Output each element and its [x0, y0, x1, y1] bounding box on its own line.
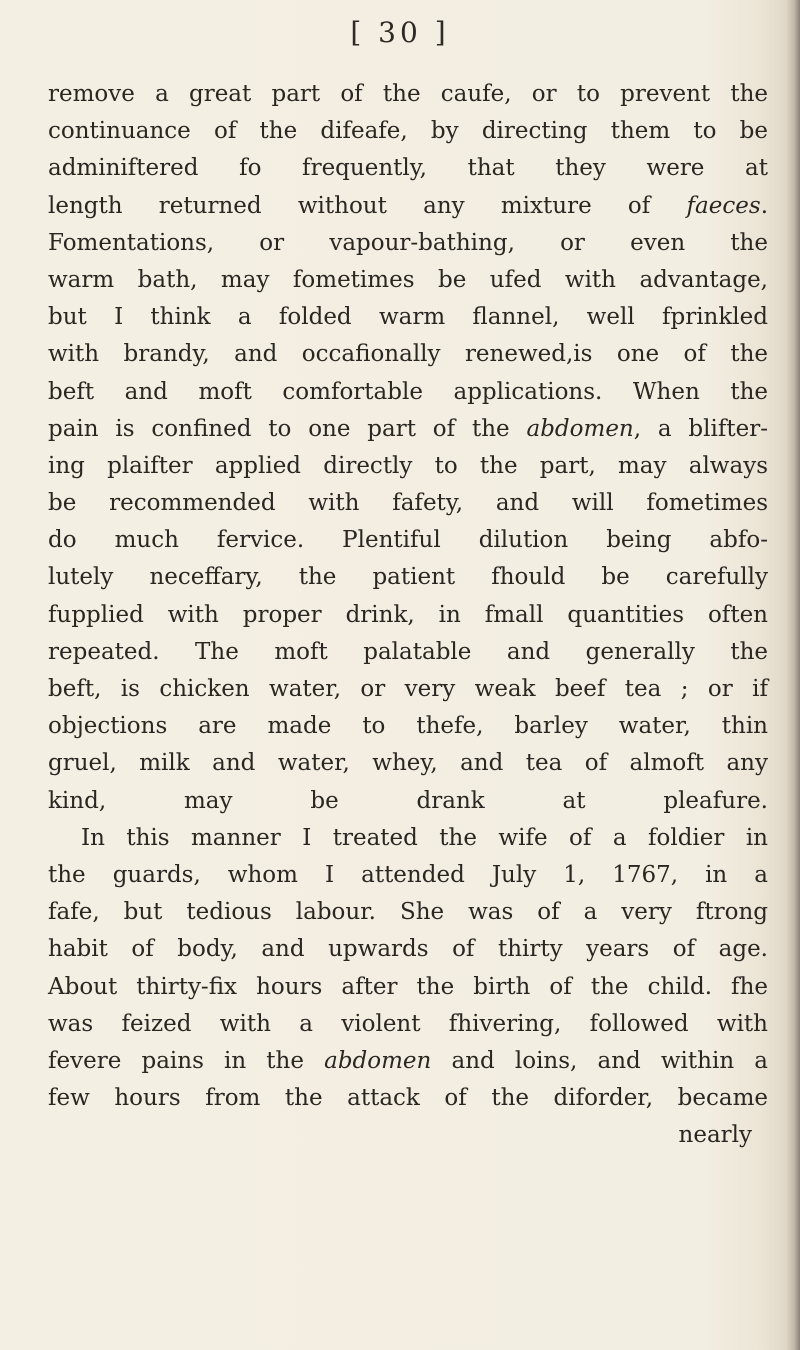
text-line [48, 262, 768, 299]
italic-term: faeces [686, 192, 761, 219]
text-line [48, 969, 768, 1006]
text-line [48, 597, 768, 634]
page-edge-shadow [786, 0, 800, 1350]
text-line [48, 745, 768, 782]
line-text: do much fervice. Plentiful dilution being abfo- [48, 527, 768, 554]
line-text: objections are made to thefe, barley water, thin [48, 713, 768, 740]
line-text: beft, is chicken water, or very weak beef tea ; or if [48, 676, 768, 702]
text-line [48, 299, 768, 336]
text-line [48, 671, 768, 708]
text-line [48, 783, 768, 820]
line-text: remove a great part of the caufe, or to prevent the [48, 81, 768, 107]
text-line [48, 522, 768, 559]
text-line [48, 411, 768, 448]
text-line [48, 150, 768, 187]
text-line [48, 634, 768, 671]
line-text: Fomentations, or vapour-bathing, or even the [48, 229, 768, 256]
line-text: habit of body, and upwards of thirty years of age. [48, 936, 768, 963]
line-text: was feized with a violent fhivering, followed with [48, 1010, 768, 1037]
text-line [48, 336, 768, 373]
line-text: pain is confined to one part of the [48, 415, 527, 442]
text-line [48, 708, 768, 745]
line-text: but I think a folded warm flannel, well fprinkled [48, 304, 768, 331]
text-line [48, 374, 768, 411]
text-line [48, 931, 768, 968]
line-text: In this manner I treated the wife of a foldier in [81, 824, 768, 851]
line-text: beft and moft comfortable applications. When the [48, 378, 768, 405]
text-line [48, 894, 768, 931]
text-line [48, 485, 768, 522]
line-text: , a blifter- [633, 415, 769, 442]
line-text: few hours from the attack of the diforder, became [48, 1085, 768, 1112]
text-line [48, 76, 768, 113]
line-text: with brandy, and occafionally renewed,is one of the [48, 341, 768, 368]
line-text: fupplied with proper drink, in fmall quantities often [48, 601, 768, 628]
line-text: gruel, milk and water, whey, and tea of almoft any [48, 750, 768, 777]
line-text: kind, may be drank at pleafure. [48, 787, 768, 814]
line-text: repeated. The moft palatable and generally the [48, 638, 768, 665]
line-text: warm bath, may fometimes be ufed with advantage, [48, 266, 768, 293]
line-text: be recommended with fafety, and will fometimes [48, 490, 768, 517]
line-text: . [760, 192, 768, 219]
line-text: fevere pains in the [48, 1047, 325, 1074]
page-number-header: [ 30 ] [350, 16, 450, 49]
text-line [48, 1006, 768, 1043]
catchword [48, 1117, 768, 1154]
body-text [48, 76, 768, 1154]
line-text: adminiftered fo frequently, that they were at [48, 155, 768, 182]
line-text: and loins, and within a [431, 1047, 768, 1074]
line-text: length returned without any mixture of [48, 192, 687, 219]
line-text: nearly [678, 1122, 752, 1149]
line-text: About thirty-fix hours after the birth of the child. fhe [48, 973, 768, 1000]
text-line [48, 1080, 768, 1117]
text-line [48, 559, 768, 596]
text-line [48, 113, 768, 150]
text-line [48, 1043, 768, 1080]
text-line [48, 857, 768, 894]
line-text: ing plaifter applied directly to the part, may always [48, 452, 768, 479]
italic-term: abdomen [324, 1047, 432, 1074]
line-text: the guards, whom I attended July 1, 1767, in a [48, 861, 768, 888]
line-text: lutely neceffary, the patient fhould be carefully [48, 564, 768, 591]
text-line [48, 188, 768, 225]
line-text: fafe, but tedious labour. She was of a very ftrong [48, 899, 768, 926]
italic-term: abdomen [526, 415, 634, 442]
text-line [48, 820, 768, 857]
line-text: continuance of the difeafe, by directing them to be [48, 118, 768, 145]
text-line [48, 448, 768, 485]
text-line [48, 225, 768, 262]
